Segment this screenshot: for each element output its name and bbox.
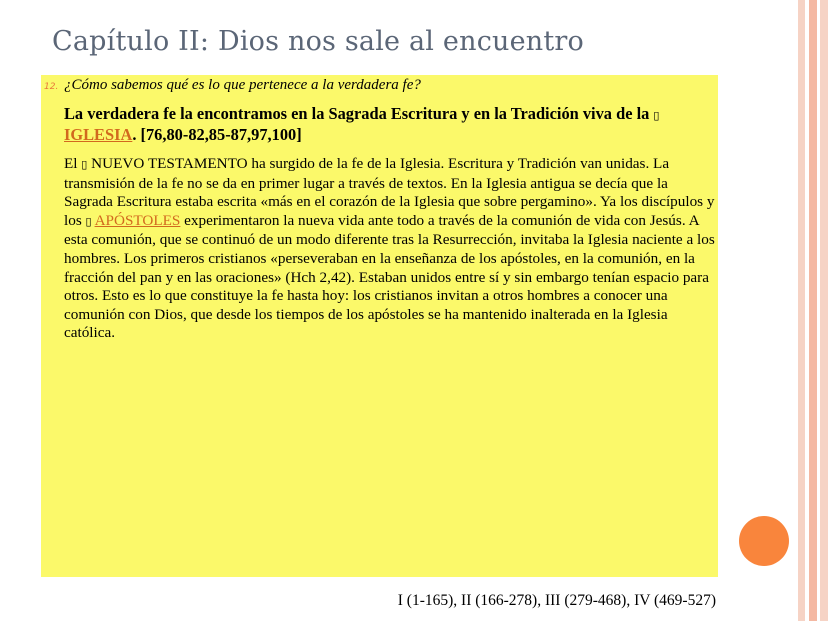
decorative-circle [739,516,789,566]
slide-title: Capítulo II: Dios nos sale al encuentro [52,26,584,57]
stripe [809,0,817,621]
body-paragraph [64,155,716,343]
iglesia-link[interactable]: IGLESIA [64,125,133,144]
link-icon: ▯ [85,214,92,228]
chapter-ranges-footer: I (1-165), II (166-278), III (279-468), IV (469-527) [397,592,716,609]
question-number: 12. [44,82,59,92]
stripe [798,0,805,621]
link-icon: ▯ [653,109,660,122]
decorative-stripes [798,0,828,621]
answer-references: . [76,80-82,85-87,97,100] [132,125,302,144]
body-text-2: NUEVO TESTAMENTO ha surgido de la fe de la Iglesia. Escritura y Tradición van unidas. La transmisión de la fe no se da en primer lugar a través de textos. En la Iglesia antigua se decía que la Sagrada Escritura estaba escrita «más en el corazón de la Iglesia que sobre pergamino». Ya los discípulos y los [64,155,715,229]
link-icon: ▯ [81,158,88,171]
stripe [820,0,828,621]
question-text: ¿Cómo sabemos qué es lo que pertenece a la verdadera fe? [64,77,421,93]
apostoles-link[interactable]: APÓSTOLES [94,211,181,229]
body-text-1: El [64,155,82,172]
body-text-3: experimentaron la nueva vida ante todo a través de la comunión de vida con Jesús. A esta comunión, que se continuó de un modo diferente tras la Resurrección, invitaba la Iglesia naciente a los hombres. Los primeros cristianos «perseveraban en la enseñanza de los apóstoles, en la comunión, en la fracción del pan y en las oraciones» (Hch 2,42). Estaban unidos entre sí y sin embargo tenían espacio para otros. Esto es lo que constituye la fe hasta hoy: los cristianos invitan a otros hombres a conocer una comunión con Dios, que desde los tiempos de los apóstoles se ha mantenido inalterada en la Iglesia católica. [64,211,715,342]
answer-text-start: La verdadera fe la encontramos en la Sagrada Escritura y en la Tradición viva de la [64,104,654,123]
answer-text [64,104,712,144]
